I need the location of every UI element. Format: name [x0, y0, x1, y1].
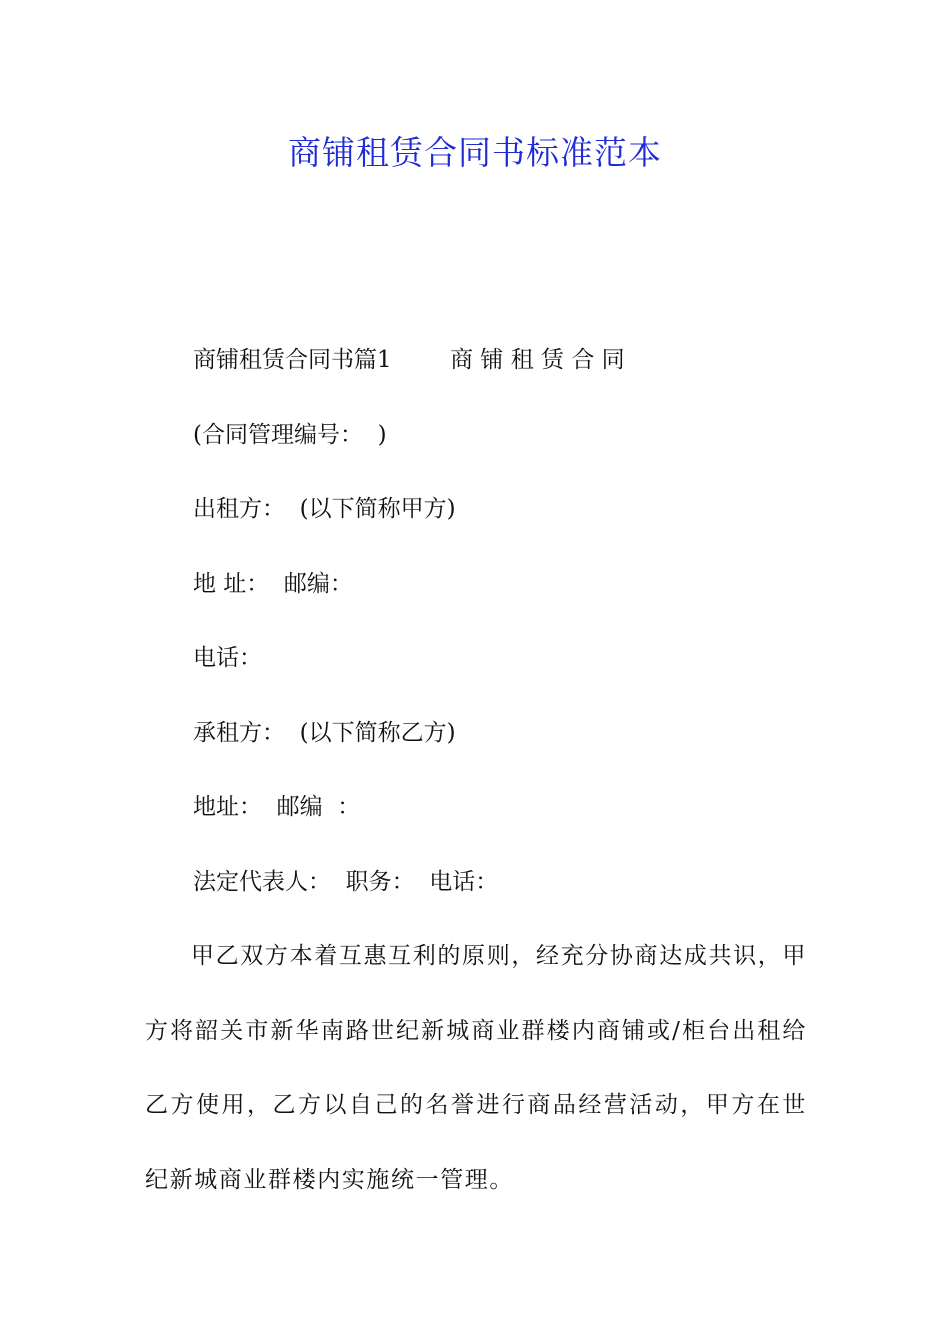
lessor-line: 出租方： (以下简称甲方) — [193, 496, 456, 522]
document-title: 商铺租赁合同书标准范本 — [288, 133, 662, 172]
body-paragraph: 甲乙双方本着互惠互利的原则，经充分协商达成共识，甲方将韶关市新华南路世纪新城商业群楼内商铺或/柜台出租给乙方使用，乙方以自己的名誉进行商品经营活动，甲方在世纪新城商业群楼内实施统一管理。 — [145, 943, 807, 1193]
contract-heading-line: 商铺租赁合同书篇1 商 铺 租 赁 合 同 — [193, 347, 625, 373]
legal-representative-line: 法定代表人： 职务： 电话： — [193, 869, 499, 895]
lessor-address-line: 地 址： 邮编： — [193, 571, 353, 597]
lessor-phone-line: 电话： — [193, 645, 262, 671]
contract-number-line: (合同管理编号： ) — [193, 422, 387, 448]
lessee-address-line: 地址： 邮编 ： — [193, 794, 361, 820]
lessee-line: 承租方： (以下简称乙方) — [193, 720, 456, 746]
